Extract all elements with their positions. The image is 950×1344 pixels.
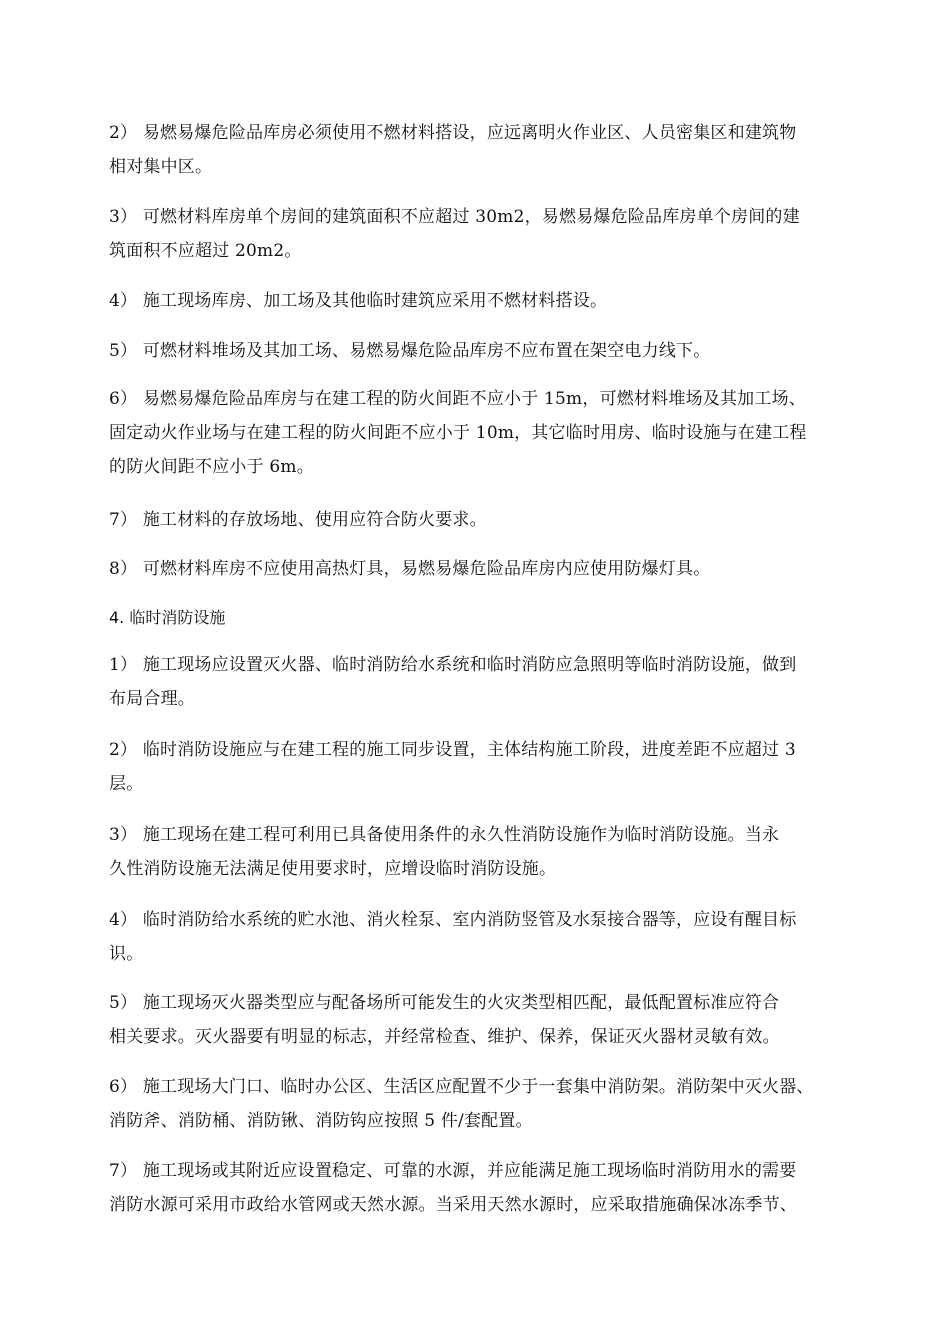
section-paragraph-7 (109, 1154, 869, 1222)
paragraph-line: 固定动火作业场与在建工程的防火间距不应小于 10m，其它临时用房、临时设施与在建工程 (109, 423, 807, 443)
paragraph-line: 6） 施工现场大门口、临时办公区、生活区应配置不少于一套集中消防架。消防架中灭火器、 (109, 1077, 814, 1097)
section-paragraph-4 (109, 903, 869, 971)
section-paragraph-6 (109, 1070, 869, 1138)
paragraph-line: 7） 施工现场或其附近应设置稳定、可靠的水源，并应能满足施工现场临时消防用水的需要 (109, 1161, 797, 1181)
paragraph-line: 5） 施工现场灭火器类型应与配备场所可能发生的火灾类型相匹配，最低配置标准应符合 (109, 993, 780, 1013)
paragraph-line: 4） 临时消防给水系统的贮水池、消火栓泵、室内消防竖管及水泵接合器等，应设有醒目标 (109, 910, 797, 930)
paragraph-line: 3） 可燃材料库房单个房间的建筑面积不应超过 30m2，易燃易爆危险品库房单个房间的建 (109, 207, 800, 227)
paragraph-line: 消防水源可采用市政给水管网或天然水源。当采用天然水源时，应采取措施确保冰冻季节、 (109, 1195, 797, 1215)
paragraph-line: 1） 施工现场应设置灭火器、临时消防给水系统和临时消防应急照明等临时消防设施，做到 (109, 655, 797, 675)
paragraph-line: 筑面积不应超过 20m2。 (109, 241, 302, 261)
section-paragraph-5 (109, 986, 869, 1054)
paragraph-2 (109, 116, 869, 184)
paragraph-line: 3） 施工现场在建工程可利用已具备使用条件的永久性消防设施作为临时消防设施。当永 (109, 825, 780, 845)
paragraph-3 (109, 200, 869, 268)
section-paragraph-3 (109, 818, 869, 886)
paragraph-line: 4） 施工现场库房、加工场及其他临时建筑应采用不燃材料搭设。 (109, 291, 608, 311)
paragraph-line: 5） 可燃材料堆场及其加工场、易燃易爆危险品库房不应布置在架空电力线下。 (109, 341, 711, 361)
paragraph-4 (109, 284, 869, 318)
paragraph-7 (109, 503, 869, 537)
paragraph-line: 2） 易燃易爆危险品库房必须使用不燃材料搭设，应远离明火作业区、人员密集区和建筑物 (109, 123, 797, 143)
paragraph-line: 的防火间距不应小于 6m。 (109, 457, 314, 477)
paragraph-line: 相关要求。灭火器要有明显的标志，并经常检查、维护、保养，保证灭火器材灵敏有效。 (109, 1027, 780, 1047)
paragraph-line: 消防斧、消防桶、消防锹、消防钩应按照 5 件/套配置。 (109, 1111, 533, 1131)
paragraph-5 (109, 334, 869, 368)
paragraph-line: 久性消防设施无法满足使用要求时，应增设临时消防设施。 (109, 859, 557, 879)
paragraph-6 (109, 382, 869, 484)
paragraph-line: 层。 (109, 774, 144, 794)
section-heading: 4. 临时消防设施 (109, 608, 226, 627)
section-paragraph-1 (109, 648, 869, 716)
paragraph-line: 6） 易燃易爆危险品库房与在建工程的防火间距不应小于 15m，可燃材料堆场及其加工场、 (109, 389, 806, 409)
paragraph-line: 2） 临时消防设施应与在建工程的施工同步设置，主体结构施工阶段，进度差距不应超过 3 (109, 740, 796, 760)
paragraph-line: 布局合理。 (109, 689, 195, 709)
paragraph-8 (109, 552, 869, 586)
paragraph-line: 7） 施工材料的存放场地、使用应符合防火要求。 (109, 510, 487, 530)
paragraph-line: 8） 可燃材料库房不应使用高热灯具，易燃易爆危险品库房内应使用防爆灯具。 (109, 559, 711, 579)
section-paragraph-2 (109, 733, 869, 801)
paragraph-line: 识。 (109, 944, 144, 964)
paragraph-line: 相对集中区。 (109, 157, 213, 177)
